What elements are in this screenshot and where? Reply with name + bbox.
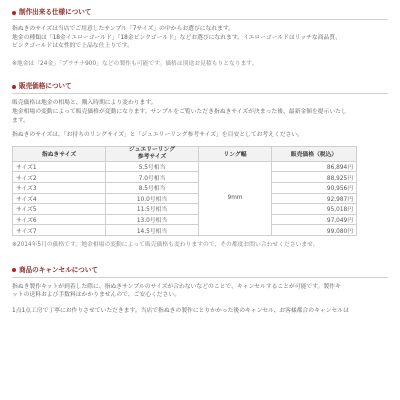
bullet-icon [12, 11, 16, 15]
price-section [12, 82, 388, 249]
bullet-icon [12, 268, 16, 272]
cell-width: 9mm [199, 161, 272, 235]
table-row [13, 161, 357, 172]
spec-section [12, 0, 388, 68]
col-header-size: 指ぬきサイズ [13, 146, 106, 161]
cancel-heading-text: 商品のキャンセルについて [19, 265, 98, 274]
table-row [13, 225, 357, 236]
table-row [13, 172, 357, 183]
cell-size: サイズ7 [13, 225, 106, 236]
divider [12, 93, 388, 94]
spec-heading-text: 制作出来る仕様について [19, 8, 92, 16]
price-heading [12, 82, 388, 91]
paragraph: 指ぬきのサイズは当店でご用意したサンプル「7サイズ」の中からお選びになれます。 [12, 26, 235, 32]
paragraph: ットの送料および手数料はかかりませんので、ご安心ください。 [12, 292, 180, 299]
cell-price: 92,987円 [272, 193, 357, 204]
paragraph: 地金の種類は「18金イエローゴールド」「18金ピンクゴールド」などお選びになれます。イエローゴールドはリッチな商品質、 [12, 34, 341, 41]
paragraph: 地金相場の変動によって販売価格が変動になります。サンプルをご覧いただき指ぬきサイズが決まった後、最新金額を提示いたし [12, 108, 347, 115]
cell-size: サイズ2 [13, 172, 106, 183]
bullet-icon [12, 85, 16, 89]
paragraph: ます。 [12, 117, 29, 124]
paragraph: 販売価格は地金の相場と、購入時期により変わります。 [12, 100, 157, 107]
cell-price: 90,956円 [272, 182, 357, 193]
paragraph: 指ぬきのサイズは、「お持ちのリングサイズ」と「ジュエリーリング参考サイズ」を目安としてお考えください。 [12, 132, 304, 139]
note: ※2014年5月の価格です。地金相場の変動によって販売価格も変わりますので、その都度お問い合わせくださいませ。 [12, 241, 319, 248]
price-heading-text: 販売価格について [19, 82, 72, 91]
cell-price: 97,049円 [272, 214, 357, 225]
table-row [13, 214, 357, 225]
cell-size: サイズ4 [13, 193, 106, 204]
table-row [13, 193, 357, 204]
paragraph: ピンクゴールドは女性的で上品な仕上りです。 [12, 43, 133, 50]
cell-size: サイズ6 [13, 214, 106, 225]
cell-ring: 11.5号相当 [106, 204, 199, 215]
cancel-heading [12, 266, 388, 275]
table-header-row [13, 146, 357, 161]
cell-size: サイズ3 [13, 182, 106, 193]
paragraph: 指ぬき製作キットが到着した際に、指ぬきサンプルのサイズが合わないなどのことで、キャンセルすることが可能です。製作キ [12, 283, 341, 290]
cell-size: サイズ5 [13, 204, 106, 215]
table-row [13, 204, 357, 215]
paragraph: 1点1点工房で丁寧にお作りさせていただきます。当店で指ぬきの製作にとりかかった後のキャンセル、お客様都合のキャンセルは [12, 307, 349, 314]
cell-size: サイズ1 [13, 161, 106, 172]
cell-price: 99,080円 [272, 225, 357, 236]
cell-price: 88,925円 [272, 172, 357, 183]
col-header-price: 販売価格（税込） [272, 146, 357, 161]
table-row [13, 182, 357, 193]
cell-ring: 10.0号相当 [106, 193, 199, 204]
divider [12, 19, 388, 20]
spec-heading [12, 8, 388, 17]
cell-ring: 8.5号相当 [106, 182, 199, 193]
cell-price: 86,894円 [272, 161, 357, 172]
note: ※地金は「24金」「プラチナ900」などの製作も可能です。価格は別途お見積もりとなります。 [12, 60, 258, 67]
price-table [12, 146, 357, 236]
col-header-width: リング幅 [199, 146, 272, 161]
cancel-section [12, 266, 388, 316]
cell-ring: 5.5号相当 [106, 161, 199, 172]
cell-price: 95,018円 [272, 204, 357, 215]
col-header-ring: ジュエリーリング 参考サイズ [106, 146, 199, 161]
divider [12, 277, 388, 278]
cell-ring: 13.0号相当 [106, 214, 199, 225]
cell-ring: 14.5号相当 [106, 225, 199, 236]
cell-ring: 7.0号相当 [106, 172, 199, 183]
